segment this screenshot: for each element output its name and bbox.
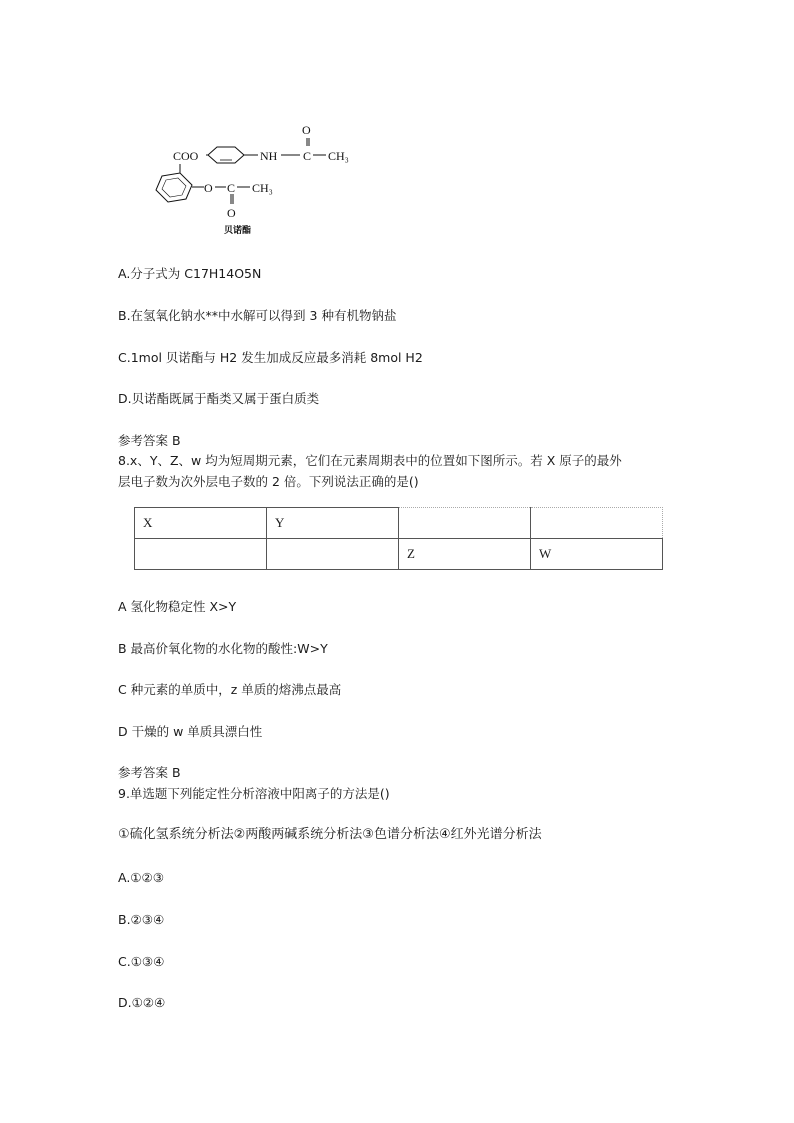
table-cell: [266, 539, 398, 570]
q7-option-a: A.分子式为 C17H14O5N: [118, 266, 262, 281]
q9-option-a: A.①②③: [118, 870, 164, 885]
benorilate-structure-figure: [140, 115, 380, 245]
q9-option-c: C.①③④: [118, 954, 165, 969]
amide-oxygen-label: O: [302, 123, 311, 137]
periodic-table-fragment: [134, 507, 663, 570]
q7-option-d: D.贝诺酯既属于酯类又属于蛋白质类: [118, 391, 320, 406]
q8-option-c: C 种元素的单质中，z 单质的熔沸点最高: [118, 682, 342, 697]
q8-stem-line1: 8.x、Y、Z、w 均为短周期元素，它们在元素周期表中的位置如下图所示。若 X 原子的最外: [118, 453, 622, 468]
table-cell: Z: [398, 539, 530, 570]
figure-caption: 贝诺酯: [224, 226, 252, 236]
q9-option-b: B.②③④: [118, 912, 165, 927]
table-cell: [530, 508, 662, 539]
table-cell: Y: [266, 508, 398, 539]
q9-methods: ①硫化氢系统分析法②两酸两碱系统分析法③色谱分析法④红外光谱分析法: [118, 827, 542, 842]
q7-answer: 参考答案 B: [118, 433, 181, 448]
table-cell: W: [530, 539, 662, 570]
table-cell: [135, 539, 267, 570]
table-row: [135, 539, 663, 570]
nh-label: NH: [260, 149, 278, 163]
table-cell: [398, 508, 530, 539]
q7-option-c: C.1mol 贝诺酯与 H2 发生加成反应最多消耗 8mol H2: [118, 350, 423, 365]
q8-stem-line2: 层电子数为次外层电子数的 2 倍。下列说法正确的是(): [118, 474, 419, 489]
acetyl-ch3-label: CH₃: [252, 181, 273, 195]
amide-ch3-label: CH₃: [328, 149, 349, 163]
table-row: [135, 508, 663, 539]
q8-option-a: A 氢化物稳定性 X>Y: [118, 599, 237, 614]
amide-carbon-label: C: [303, 149, 312, 163]
q7-option-b: B.在氢氧化钠水**中水解可以得到 3 种有机物钠盐: [118, 308, 397, 323]
table-cell: X: [135, 508, 267, 539]
acetyl-carbon-label: C: [227, 181, 236, 195]
q8-answer: 参考答案 B: [118, 765, 181, 780]
ester-coo-label: COO: [173, 149, 199, 163]
acetyl-oxygen-label: O: [227, 206, 236, 220]
q9-stem: 9.单选题下列能定性分析溶液中阳离子的方法是(): [118, 786, 390, 801]
q9-option-d: D.①②④: [118, 995, 166, 1010]
q8-option-d: D 干燥的 w 单质具漂白性: [118, 724, 263, 739]
ether-oxygen-label: O: [204, 181, 213, 195]
q8-option-b: B 最高价氧化物的水化物的酸性:W>Y: [118, 641, 328, 656]
